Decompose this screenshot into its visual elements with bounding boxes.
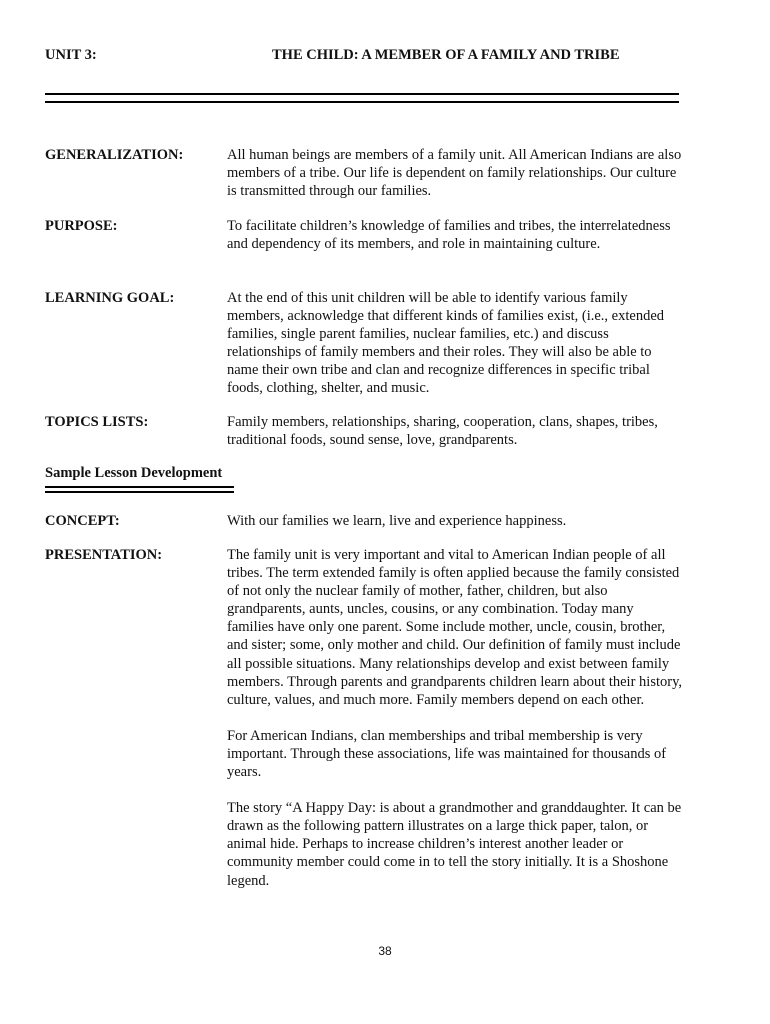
learning-goal-label: LEARNING GOAL:: [45, 290, 175, 306]
page-title: THE CHILD: A MEMBER OF A FAMILY AND TRIBE: [272, 47, 620, 63]
generalization-text: All human beings are members of a family unit. All American Indians are also members of a tribe. Our life is dependent on family relationships. Our culture is transmitted through our families.: [227, 147, 682, 200]
header-rule-top: [45, 93, 679, 95]
unit-label: UNIT 3:: [45, 47, 97, 63]
concept-text: With our families we learn, live and experience happiness.: [227, 513, 567, 529]
lesson-heading-rule-bottom: [45, 491, 234, 493]
presentation-paragraph: The family unit is very important and vital to American Indian people of all tribes. The term extended family is often applied because the family consisted of not only the nuclear family of mother, father, children, but also grandparents, aunts, uncles, cousins, or any combination. Today many families have only one parent. Some include mother, uncle, cousin, brother, and sister; some, only mother and child. Our definition of family must include all possible situations. Many relationships develop and exist between family members. Through parents and grandparents children learn about their history, culture, values, and much more. Family members depend on each other.: [227, 547, 683, 708]
page-number: 38: [378, 944, 392, 958]
purpose-text: To facilitate children’s knowledge of families and tribes, the interrelatedness and dependency of its members, and role in maintaining culture.: [227, 218, 671, 253]
concept-label: CONCEPT:: [45, 513, 120, 529]
topics-label: TOPICS LISTS:: [45, 414, 149, 430]
learning-goal-text: At the end of this unit children will be able to identify various family members, acknowledge that different kinds of families exist, (i.e., extended families, single parent families, nuclear families, etc.) and discuss relationships of family members and their roles. They will also be able to name their own tribe and clan and recognize differences in specific tribal foods, clothing, shelter, and music.: [227, 290, 665, 397]
topics-text: Family members, relationships, sharing, cooperation, clans, shapes, tribes, traditional foods, sound sense, love, grandparents.: [227, 414, 658, 449]
presentation-paragraph: For American Indians, clan memberships and tribal membership is very important. Through these associations, life was maintained for thousands of years.: [227, 727, 667, 781]
lesson-heading-rule-top: [45, 486, 234, 488]
header-rule-bottom: [45, 101, 679, 103]
presentation-text: [227, 546, 682, 908]
lesson-heading: Sample Lesson Development: [45, 465, 223, 481]
purpose-label: PURPOSE:: [45, 218, 118, 234]
presentation-label: PRESENTATION:: [45, 547, 163, 563]
generalization-label: GENERALIZATION:: [45, 147, 184, 163]
presentation-paragraph: The story “A Happy Day: is about a grandmother and granddaughter. It can be drawn as the following pattern illustrates on a large thick paper, talon, or animal hide. Perhaps to increase children’s interest another leader or community member could come in to tell the story initially. It is a Shoshone legend.: [227, 800, 682, 889]
